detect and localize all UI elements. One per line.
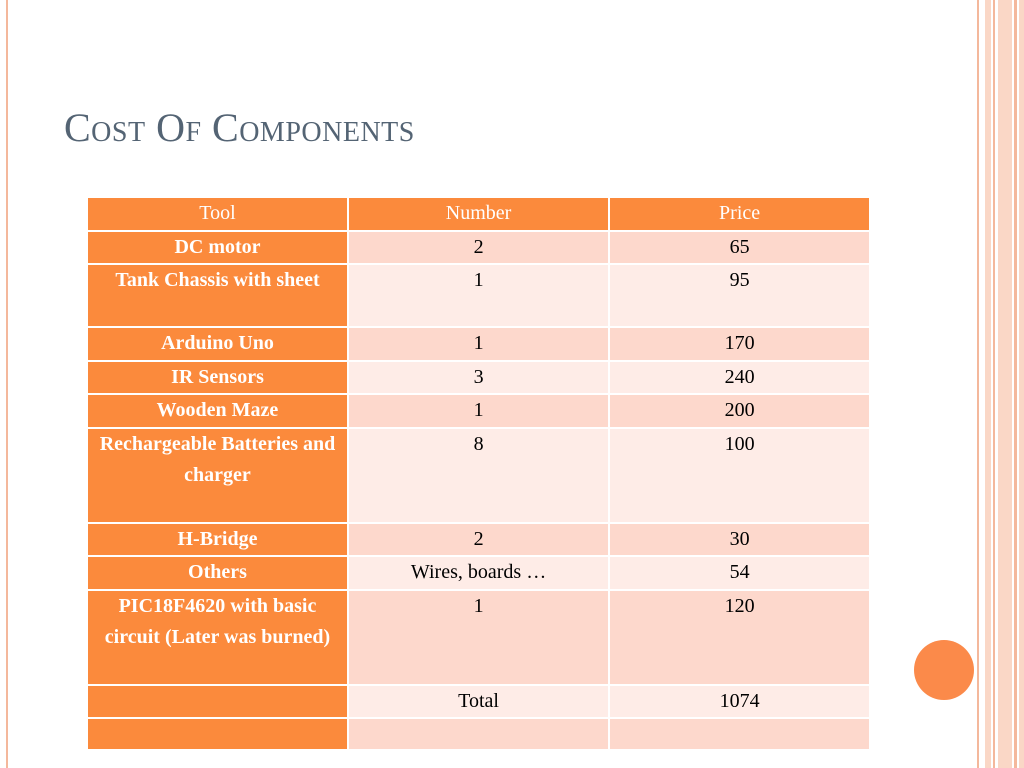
cell-price: 170 <box>609 327 870 361</box>
header-price: Price <box>609 197 870 231</box>
cell-tool: Rechargeable Batteries and charger <box>87 428 348 523</box>
cell-tool: Others <box>87 556 348 590</box>
table-row <box>87 361 870 395</box>
right-decor-stripe <box>985 0 991 768</box>
cell-tool <box>87 718 348 750</box>
cell-tool: PIC18F4620 with basic circuit (Later was burned) <box>87 590 348 685</box>
cell-price: 100 <box>609 428 870 523</box>
cell-price: 240 <box>609 361 870 395</box>
cell-price: 54 <box>609 556 870 590</box>
table-row <box>87 590 870 685</box>
cell-price <box>609 718 870 750</box>
table-row <box>87 327 870 361</box>
cell-number: Wires, boards … <box>348 556 609 590</box>
cell-number: 1 <box>348 264 609 327</box>
cell-number: 2 <box>348 231 609 265</box>
cell-total-value: 1074 <box>609 685 870 719</box>
cell-number: 1 <box>348 394 609 428</box>
header-tool: Tool <box>87 197 348 231</box>
table-row <box>87 264 870 327</box>
cell-tool: H-Bridge <box>87 523 348 557</box>
cell-tool: Tank Chassis with sheet <box>87 264 348 327</box>
left-border-line <box>6 0 8 768</box>
header-number: Number <box>348 197 609 231</box>
table-row <box>87 231 870 265</box>
table-header-row <box>87 197 870 231</box>
cell-number: 3 <box>348 361 609 395</box>
cell-number <box>348 718 609 750</box>
cell-tool: DC motor <box>87 231 348 265</box>
right-decor-stripe <box>977 0 979 768</box>
right-decor-stripe <box>1019 0 1024 768</box>
cell-total-label: Total <box>348 685 609 719</box>
table-row <box>87 428 870 523</box>
cell-tool: Arduino Uno <box>87 327 348 361</box>
cell-tool: IR Sensors <box>87 361 348 395</box>
table-row <box>87 394 870 428</box>
cost-table <box>86 196 871 751</box>
right-decor-stripe <box>1014 0 1017 768</box>
cell-tool: Wooden Maze <box>87 394 348 428</box>
table-row <box>87 685 870 719</box>
decor-circle <box>914 640 974 700</box>
right-decor-stripe <box>993 0 995 768</box>
right-decor-stripe <box>998 0 1012 768</box>
cell-price: 30 <box>609 523 870 557</box>
cell-number: 1 <box>348 327 609 361</box>
cell-price: 65 <box>609 231 870 265</box>
cell-price: 95 <box>609 264 870 327</box>
slide-title: Cost Of Components <box>64 105 415 150</box>
cell-number: 1 <box>348 590 609 685</box>
table-row <box>87 718 870 750</box>
cell-number: 8 <box>348 428 609 523</box>
cell-price: 120 <box>609 590 870 685</box>
table-row <box>87 523 870 557</box>
cell-number: 2 <box>348 523 609 557</box>
cell-tool <box>87 685 348 719</box>
table-row <box>87 556 870 590</box>
cell-price: 200 <box>609 394 870 428</box>
